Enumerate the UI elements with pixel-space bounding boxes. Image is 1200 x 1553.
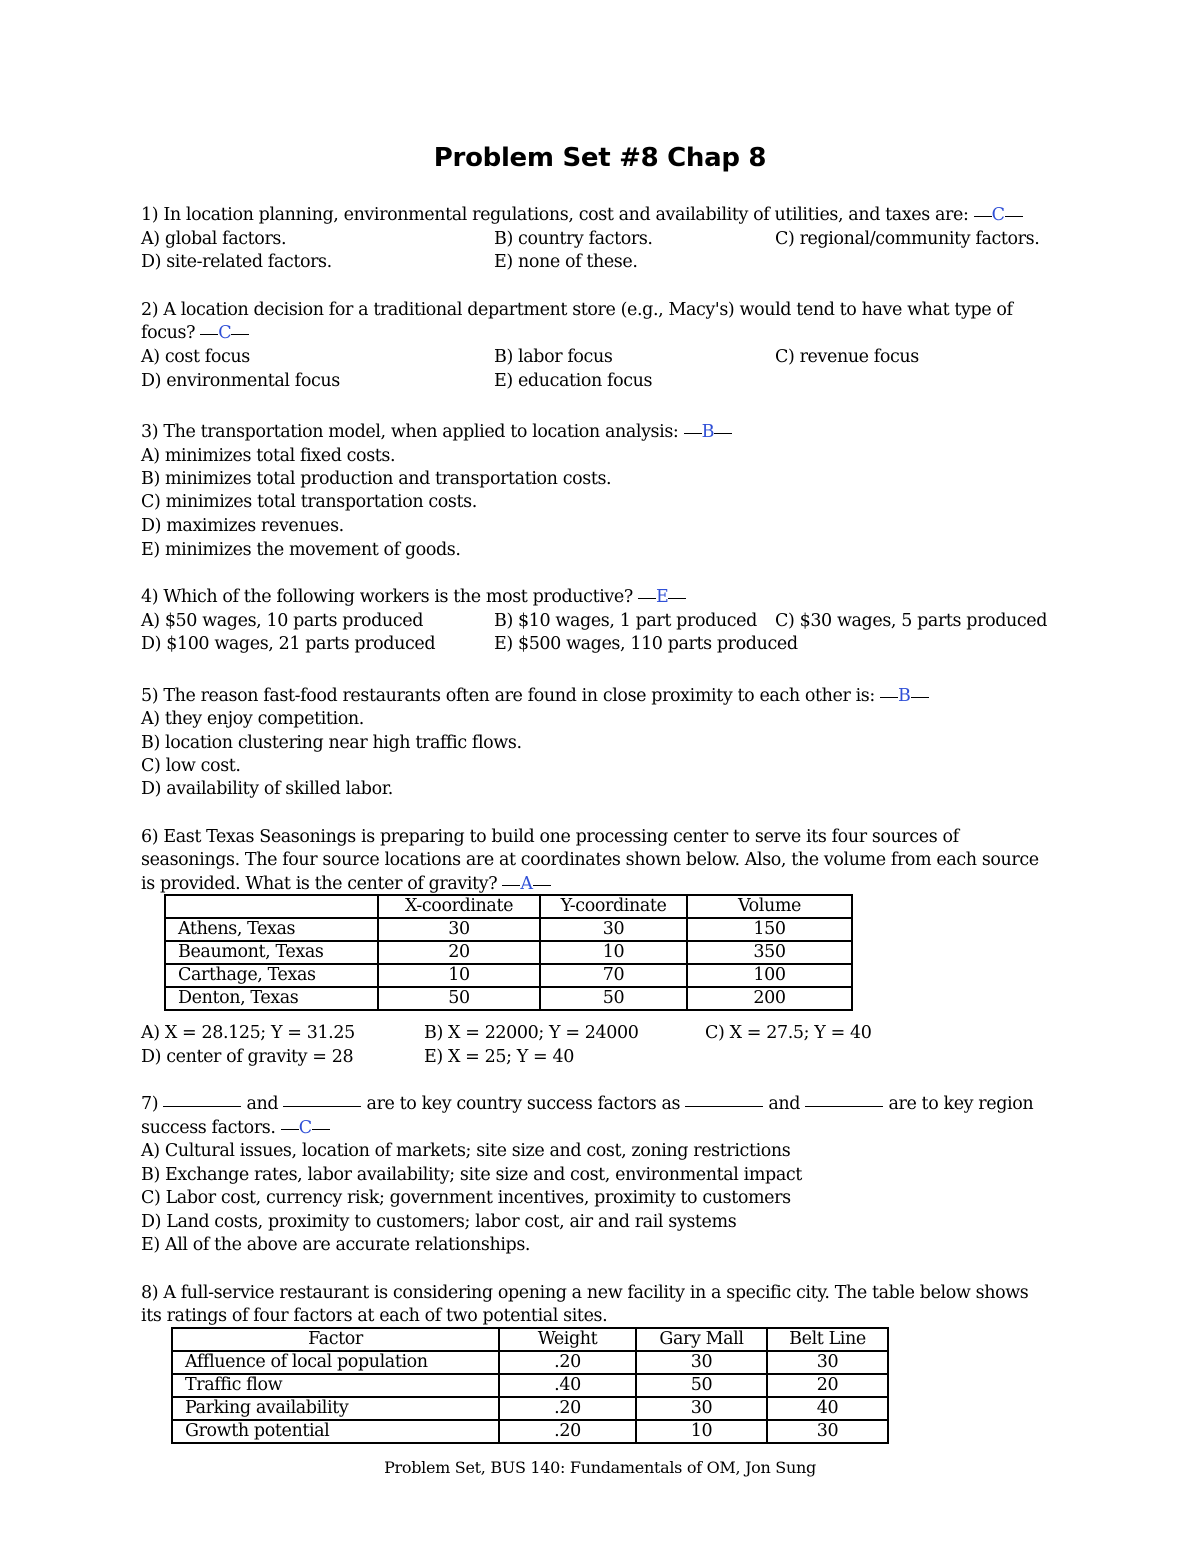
table-cell: 30 [636, 1351, 767, 1374]
question-4-stem: 4) Which of the following workers is the most productive? E [141, 585, 686, 609]
table-row [172, 1351, 888, 1374]
table-header-cell [165, 895, 378, 918]
table-cell: 10 [540, 941, 687, 964]
question-1-option-b: B) country factors. [494, 229, 653, 249]
table-header-row [165, 895, 852, 918]
table-cell: 20 [378, 941, 540, 964]
question-1-option-c: C) regional/community factors. [775, 229, 1040, 249]
table-row [172, 1374, 888, 1397]
question-3-stem: 3) The transportation model, when applied to location analysis: B [141, 420, 732, 444]
table-cell: 50 [540, 987, 687, 1010]
question-3-option-e: E) minimizes the movement of goods. [141, 540, 461, 560]
table-cell: 10 [378, 964, 540, 987]
table-cell: 40 [767, 1397, 888, 1420]
question-7-stem-line2: success factors. C [141, 1116, 330, 1140]
question-8-stem-line2: its ratings of four factors at each of two potential sites. [141, 1306, 608, 1326]
question-7-answer: C [298, 1118, 312, 1138]
table-cell: .20 [499, 1397, 636, 1420]
table-cell: 30 [767, 1420, 888, 1443]
question-3-option-d: D) maximizes revenues. [141, 516, 344, 536]
table-header-cell: Volume [687, 895, 852, 918]
table-cell: 30 [540, 918, 687, 941]
question-2-option-d: D) environmental focus [141, 371, 340, 391]
table-cell: Parking availability [172, 1397, 499, 1420]
table-cell: Growth potential [172, 1420, 499, 1443]
table-cell: Denton, Texas [165, 987, 378, 1010]
question-6-answer: A [520, 874, 533, 894]
table-cell: .20 [499, 1420, 636, 1443]
table-cell: .20 [499, 1351, 636, 1374]
question-4-answer: E [655, 587, 669, 607]
table-row [165, 964, 852, 987]
table-row [165, 941, 852, 964]
question-6-option-a: A) X = 28.125; Y = 31.25 [141, 1023, 355, 1043]
question-6-option-e: E) X = 25; Y = 40 [424, 1047, 574, 1067]
question-2-stem-line1: 2) A location decision for a traditional department store (e.g., Macy's) would tend to have what type of [141, 300, 1013, 320]
table-header-cell: X-coordinate [378, 895, 540, 918]
table-header-cell: Weight [499, 1328, 636, 1351]
table-cell: Carthage, Texas [165, 964, 378, 987]
question-8-stem-line1: 8) A full-service restaurant is considering opening a new facility in a specific city. The table below shows [141, 1283, 1029, 1303]
question-3-option-a: A) minimizes total fixed costs. [141, 446, 396, 466]
question-1-stem: 1) In location planning, environmental regulations, cost and availability of utilities, and taxes are: C [141, 203, 1023, 227]
table-header-cell: Gary Mall [636, 1328, 767, 1351]
table-row [165, 918, 852, 941]
question-7-option-a: A) Cultural issues, location of markets; site size and cost, zoning restrictions [141, 1141, 791, 1161]
question-5-option-a: A) they enjoy competition. [141, 709, 364, 729]
table-cell: 100 [687, 964, 852, 987]
page-title: Problem Set #8 Chap 8 [433, 143, 767, 173]
question-3-option-c: C) minimizes total transportation costs. [141, 492, 477, 512]
question-4-option-d: D) $100 wages, 21 parts produced [141, 634, 436, 654]
question-5-answer: B [898, 686, 911, 706]
question-4-option-a: A) $50 wages, 10 parts produced [141, 611, 424, 631]
question-7-option-b: B) Exchange rates, labor availability; site size and cost, environmental impact [141, 1165, 802, 1185]
question-4-option-b: B) $10 wages, 1 part produced [494, 611, 757, 631]
question-5-option-d: D) availability of skilled labor. [141, 779, 393, 799]
table-header-cell: Factor [172, 1328, 499, 1351]
table-header-cell: Belt Line [767, 1328, 888, 1351]
question-2-option-a: A) cost focus [141, 347, 250, 367]
table-cell: 50 [378, 987, 540, 1010]
table-cell: 350 [687, 941, 852, 964]
table-cell: Affluence of local population [172, 1351, 499, 1374]
question-5-option-c: C) low cost. [141, 756, 241, 776]
question-2-answer: C [218, 323, 232, 343]
question-2-stem-line2: focus? C [141, 321, 249, 345]
question-7-option-c: C) Labor cost, currency risk; government incentives, proximity to customers [141, 1188, 791, 1208]
question-7-option-e: E) All of the above are accurate relationships. [141, 1235, 531, 1255]
table-cell: Athens, Texas [165, 918, 378, 941]
question-2-option-c: C) revenue focus [775, 347, 919, 367]
table-row [172, 1420, 888, 1443]
table-cell: Traffic flow [172, 1374, 499, 1397]
question-4-option-c: C) $30 wages, 5 parts produced [775, 611, 1048, 631]
factor-rating-table [171, 1327, 889, 1444]
question-6-option-b: B) X = 22000; Y = 24000 [424, 1023, 639, 1043]
question-6-stem-line3: is provided. What is the center of gravity? A [141, 872, 551, 896]
question-3-answer: B [701, 422, 715, 442]
table-cell: 30 [636, 1397, 767, 1420]
question-1-option-e: E) none of these. [494, 252, 638, 272]
table-row [165, 987, 852, 1010]
table-row [172, 1397, 888, 1420]
page-footer: Problem Set, BUS 140: Fundamentals of OM, Jon Sung [384, 1458, 816, 1477]
center-of-gravity-table [164, 894, 853, 1011]
table-cell: 30 [378, 918, 540, 941]
table-cell: 50 [636, 1374, 767, 1397]
table-header-row [172, 1328, 888, 1351]
question-6-option-d: D) center of gravity = 28 [141, 1047, 354, 1067]
table-cell: .40 [499, 1374, 636, 1397]
question-1-option-a: A) global factors. [141, 229, 287, 249]
table-cell: 150 [687, 918, 852, 941]
table-cell: Beaumont, Texas [165, 941, 378, 964]
question-3-option-b: B) minimizes total production and transportation costs. [141, 469, 612, 489]
question-1-answer: C [991, 205, 1005, 225]
question-6-stem-line2: seasonings. The four source locations are at coordinates shown below. Also, the volume from each source [141, 850, 1039, 870]
question-6-option-c: C) X = 27.5; Y = 40 [705, 1023, 872, 1043]
table-cell: 200 [687, 987, 852, 1010]
question-4-option-e: E) $500 wages, 110 parts produced [494, 634, 798, 654]
question-1-option-d: D) site-related factors. [141, 252, 332, 272]
table-header-cell: Y-coordinate [540, 895, 687, 918]
table-cell: 30 [767, 1351, 888, 1374]
question-6-stem-line1: 6) East Texas Seasonings is preparing to build one processing center to serve its four sources of [141, 827, 959, 847]
question-5-stem: 5) The reason fast-food restaurants often are found in close proximity to each other is: B [141, 684, 929, 708]
table-cell: 20 [767, 1374, 888, 1397]
table-cell: 70 [540, 964, 687, 987]
question-2-option-e: E) education focus [494, 371, 653, 391]
question-7-option-d: D) Land costs, proximity to customers; labor cost, air and rail systems [141, 1212, 737, 1232]
table-cell: 10 [636, 1420, 767, 1443]
question-7-stem-line1: 7) and are to key country success factors as and are to key region [141, 1094, 1034, 1114]
question-2-option-b: B) labor focus [494, 347, 613, 367]
question-5-option-b: B) location clustering near high traffic flows. [141, 733, 522, 753]
